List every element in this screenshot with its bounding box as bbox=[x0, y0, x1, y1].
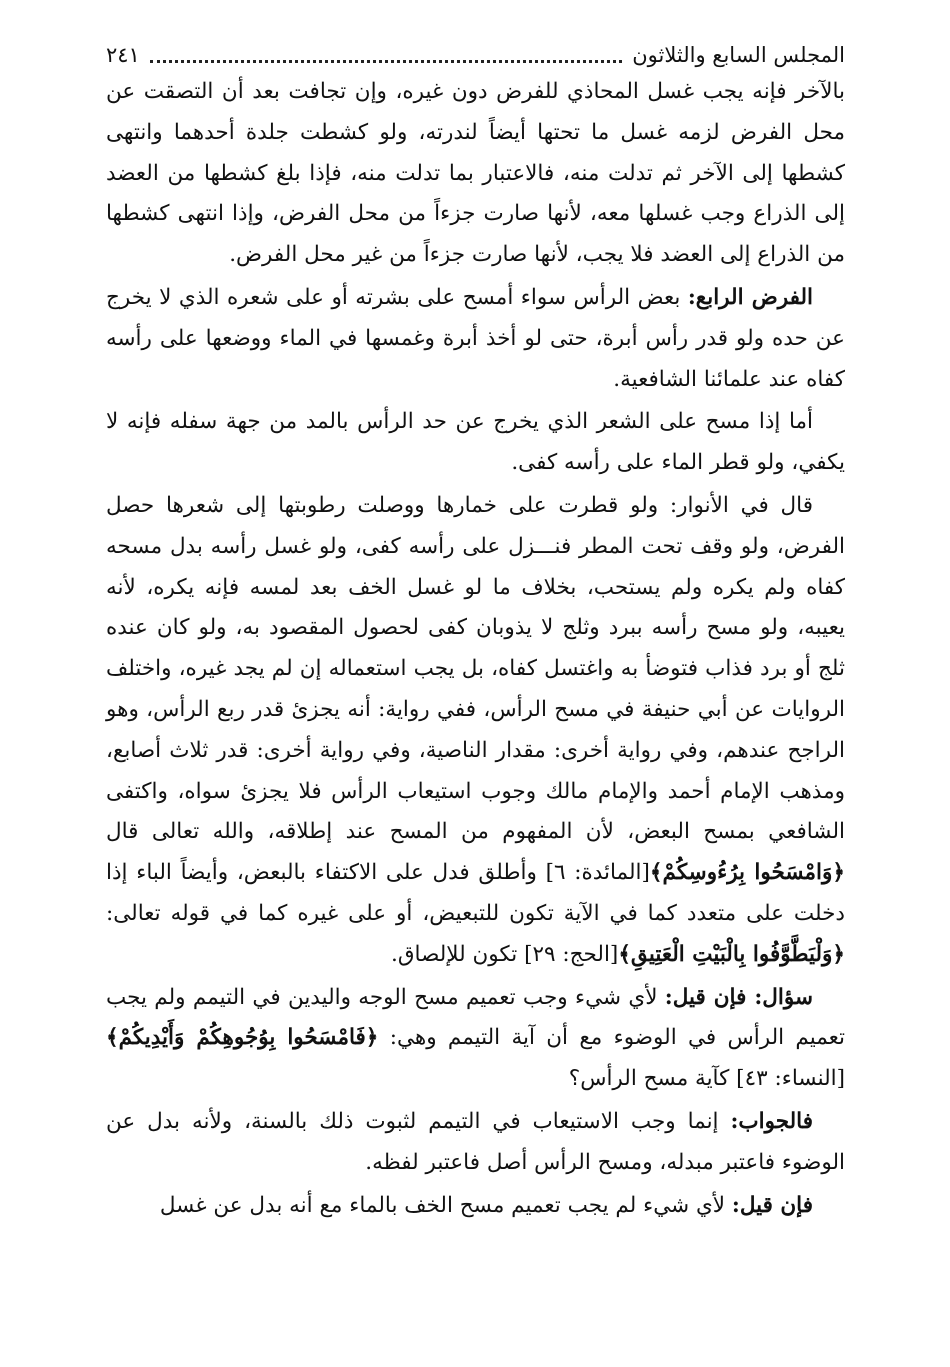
paragraph-khuff-question bbox=[106, 1186, 845, 1227]
paragraph-question bbox=[106, 978, 845, 1100]
paragraph-text: [النساء: ٤٣] كآية مسح الرأس؟ bbox=[568, 1066, 845, 1092]
quran-quote: ﴿وَامْسَحُوا بِرُءُوسِكُمْ﴾ bbox=[649, 860, 845, 886]
paragraph-text: قال في الأنوار: ولو قطرت على خمارها ووصلت رطوبتها إلى شعرها حصل الفرض، ولو وقف تحت المطر فنـــزل على رأسه كفى، ولو غسل رأسه بدل مسحه كفاه ولم يكره ولم يستحب، بخلاف ما لو غسل الخف بعد لمسه فإنه يكره، لأنه يعيبه، ولو مسح رأسه ببرد وثلج لا يذوبان كفى لحصول المقصود به، ولو كان عنده ثلج أو برد فذاب فتوضأ به واغتسل كفاه، بل يجب استعماله إن لم يجد غيره، واختلف الروايات عن أبي حنيفة في مسح الرأس، ففي رواية: أنه يجزئ قدر ربع الرأس، وهو الراجح عندهم، وفي رواية أخرى: مقدار الناصية، وفي رواية أخرى: قدر ثلاث أصابع، ومذهب الإمام أحمد والإمام مالك وجوب استيعاب الرأس فلا يجزئ سواه، واكتفى الشافعي بمسح البعض، لأن المفهوم من المسح عند إطلاقه، والله تعالى قال bbox=[106, 492, 845, 845]
dotted-leader bbox=[150, 60, 622, 63]
paragraph-al-anwar bbox=[106, 486, 845, 976]
paragraph-fourth-obligation bbox=[106, 278, 845, 400]
page-number: ٢٤١ bbox=[106, 43, 140, 67]
paragraph-text: [الحج: ٢٩] تكون للإلصاق. bbox=[391, 941, 619, 967]
paragraph-text: أما إذا مسح على الشعر الذي يخرج عن حد الرأس بالمد من جهة سفله فإنه لا يكفي، ولو قطر الماء على رأسه كفى. bbox=[106, 409, 845, 476]
paragraph-hair-beyond-head bbox=[106, 402, 845, 484]
running-header bbox=[106, 38, 845, 72]
paragraph-answer bbox=[106, 1102, 845, 1184]
paragraph-text: لأي شيء لم يجب تعميم مسح الخف بالماء مع أنه بدل عن غسل bbox=[159, 1192, 732, 1218]
paragraph-heading: فالجواب: bbox=[730, 1108, 813, 1134]
paragraph-text: بالآخر فإنه يجب غسل المحاذي للفرض دون غيره، وإن تجافت بعد أن التصقت عن محل الفرض لزمه غسل ما تحتها أيضاً لندرته، ولو كشطت جلدة أحدهما وانتهى كشطها إلى الآخر ثم تدلت منه، فالاعتبار بما تدلت منه، فإذا بلغ كشطها من العضد إلى الذراع وجب غسلها معه، لأنها صارت جزءاً من محل الفرض، وإذا انتهى كشطها من الذراع إلى العضد فلا يجب، لأنها صارت جزءاً من غير محل الفرض. bbox=[106, 79, 845, 268]
chapter-title: المجلس السابع والثلاثون bbox=[632, 43, 845, 67]
paragraph-text: بعض الرأس سواء أمسح على بشرته أو على شعره الذي لا يخرج عن حده ولو قدر رأس أبرة، حتى لو أخذ أبرة وغمسها في الماء ووضعها على رأسه كفاه عند علمائنا الشافعية. bbox=[106, 284, 845, 392]
paragraph-text: إنما وجب الاستيعاب في التيمم لثبوت ذلك بالسنة، ولأنه بدل عن الوضوء فاعتبر مبدله، ومسح الرأس أصل فاعتبر لفظه. bbox=[106, 1108, 845, 1175]
paragraph-heading: الفرض الرابع: bbox=[687, 284, 813, 310]
quran-quote: ﴿فَامْسَحُوا بِوُجُوهِكُمْ وَأَيْدِيكُمْ﴾ bbox=[106, 1025, 379, 1051]
quran-quote: ﴿وَلْيَطَّوَّفُوا بِالْبَيْتِ الْعَتِيقِ﴾ bbox=[618, 941, 845, 967]
page-body bbox=[106, 72, 845, 1226]
paragraph-heading: سؤال: فإن قيل: bbox=[664, 984, 813, 1010]
paragraph-text: لأي شيء وجب تعميم مسح الوجه واليدين في التيمم ولم يجب تعميم الرأس في الوضوء مع أن آية التيمم وهي: bbox=[106, 984, 845, 1051]
paragraph-text: [المائدة: ٦] وأطلق فدل على الاكتفاء بالبعض، وأيضاً الباء إذا دخلت على متعدد كما في الآية تكون للتبعيض، أو على غيره كما في قوله تعالى: bbox=[106, 860, 845, 926]
paragraph-heading: فإن قيل: bbox=[731, 1192, 813, 1218]
paragraph-continuation bbox=[106, 72, 845, 276]
